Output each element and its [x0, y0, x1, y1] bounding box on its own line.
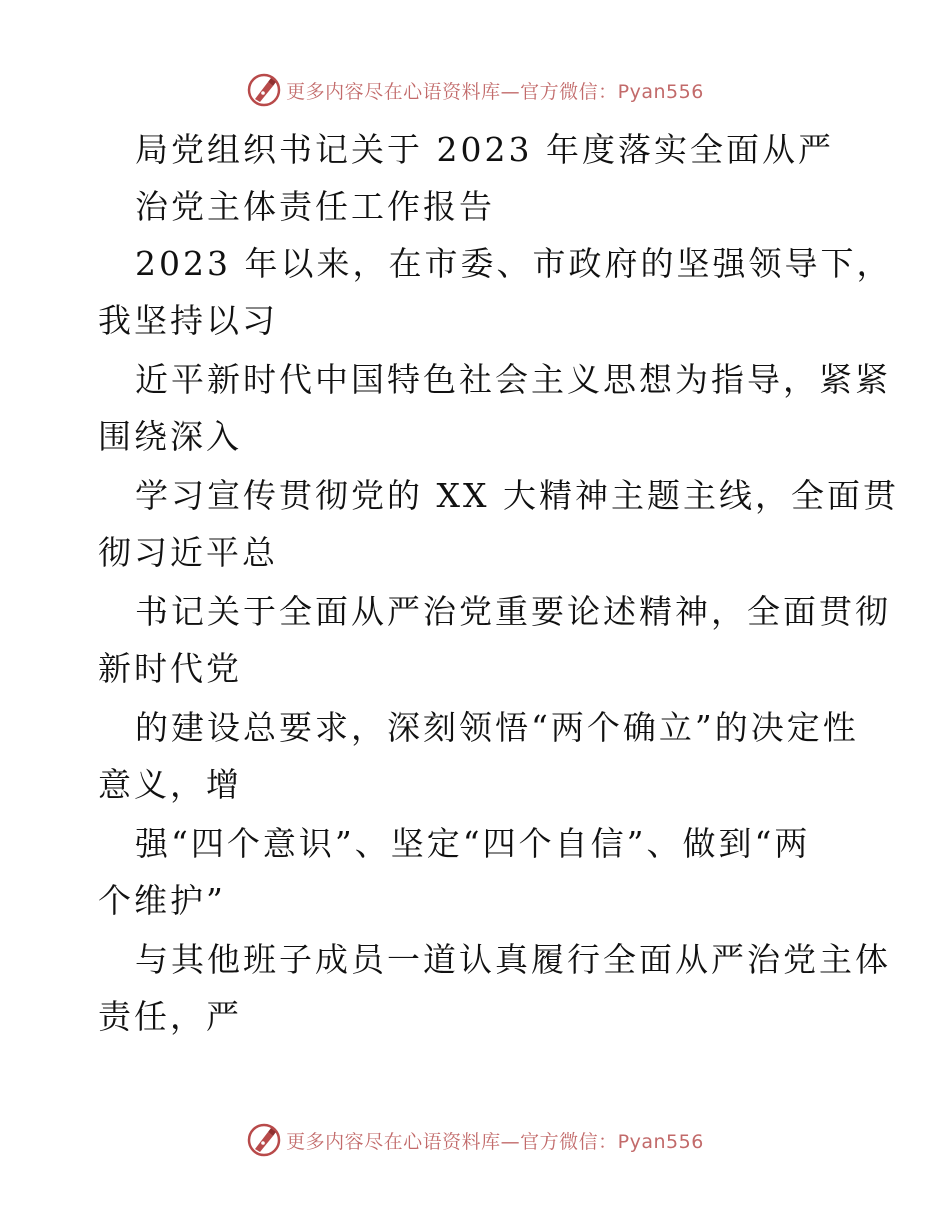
watermark-text: 更多内容尽在心语资料库—官方微信：Pyan556	[286, 1130, 704, 1153]
text-line: 学习宣传贯彻党的 XX 大精神主题主线，全面贯	[135, 476, 899, 515]
text-line: 新时代党	[98, 649, 242, 688]
footer-watermark-banner	[0, 1120, 950, 1160]
text-line: 意义，增	[98, 765, 242, 804]
text-line: 个维护”	[98, 881, 226, 920]
text-line: 书记关于全面从严治党重要论述精神，全面贯彻	[135, 592, 891, 631]
text-line: 的建设总要求，深刻领悟“两个确立”的决定性	[135, 708, 859, 747]
pen-nib-logo-icon	[246, 1122, 282, 1158]
text-line: 强“四个意识”、坚定“四个自信”、做到“两	[135, 824, 811, 863]
text-line: 近平新时代中国特色社会主义思想为指导，紧紧	[135, 360, 891, 399]
text-line: 责任，严	[98, 997, 242, 1036]
text-line: 我坚持以习	[98, 301, 278, 340]
watermark-text: 更多内容尽在心语资料库—官方微信：Pyan556	[286, 80, 704, 103]
pen-nib-logo-icon	[246, 72, 282, 108]
text-line: 围绕深入	[98, 417, 242, 456]
text-line: 2023 年以来，在市委、市政府的坚强领导下，	[135, 244, 893, 283]
title-line-2: 治党主体责任工作报告	[135, 187, 495, 226]
text-line: 彻习近平总	[98, 533, 278, 572]
header-watermark-banner	[0, 70, 950, 110]
text-line: 与其他班子成员一道认真履行全面从严治党主体	[135, 940, 891, 979]
title-line-1: 局党组织书记关于 2023 年度落实全面从严	[135, 130, 834, 169]
